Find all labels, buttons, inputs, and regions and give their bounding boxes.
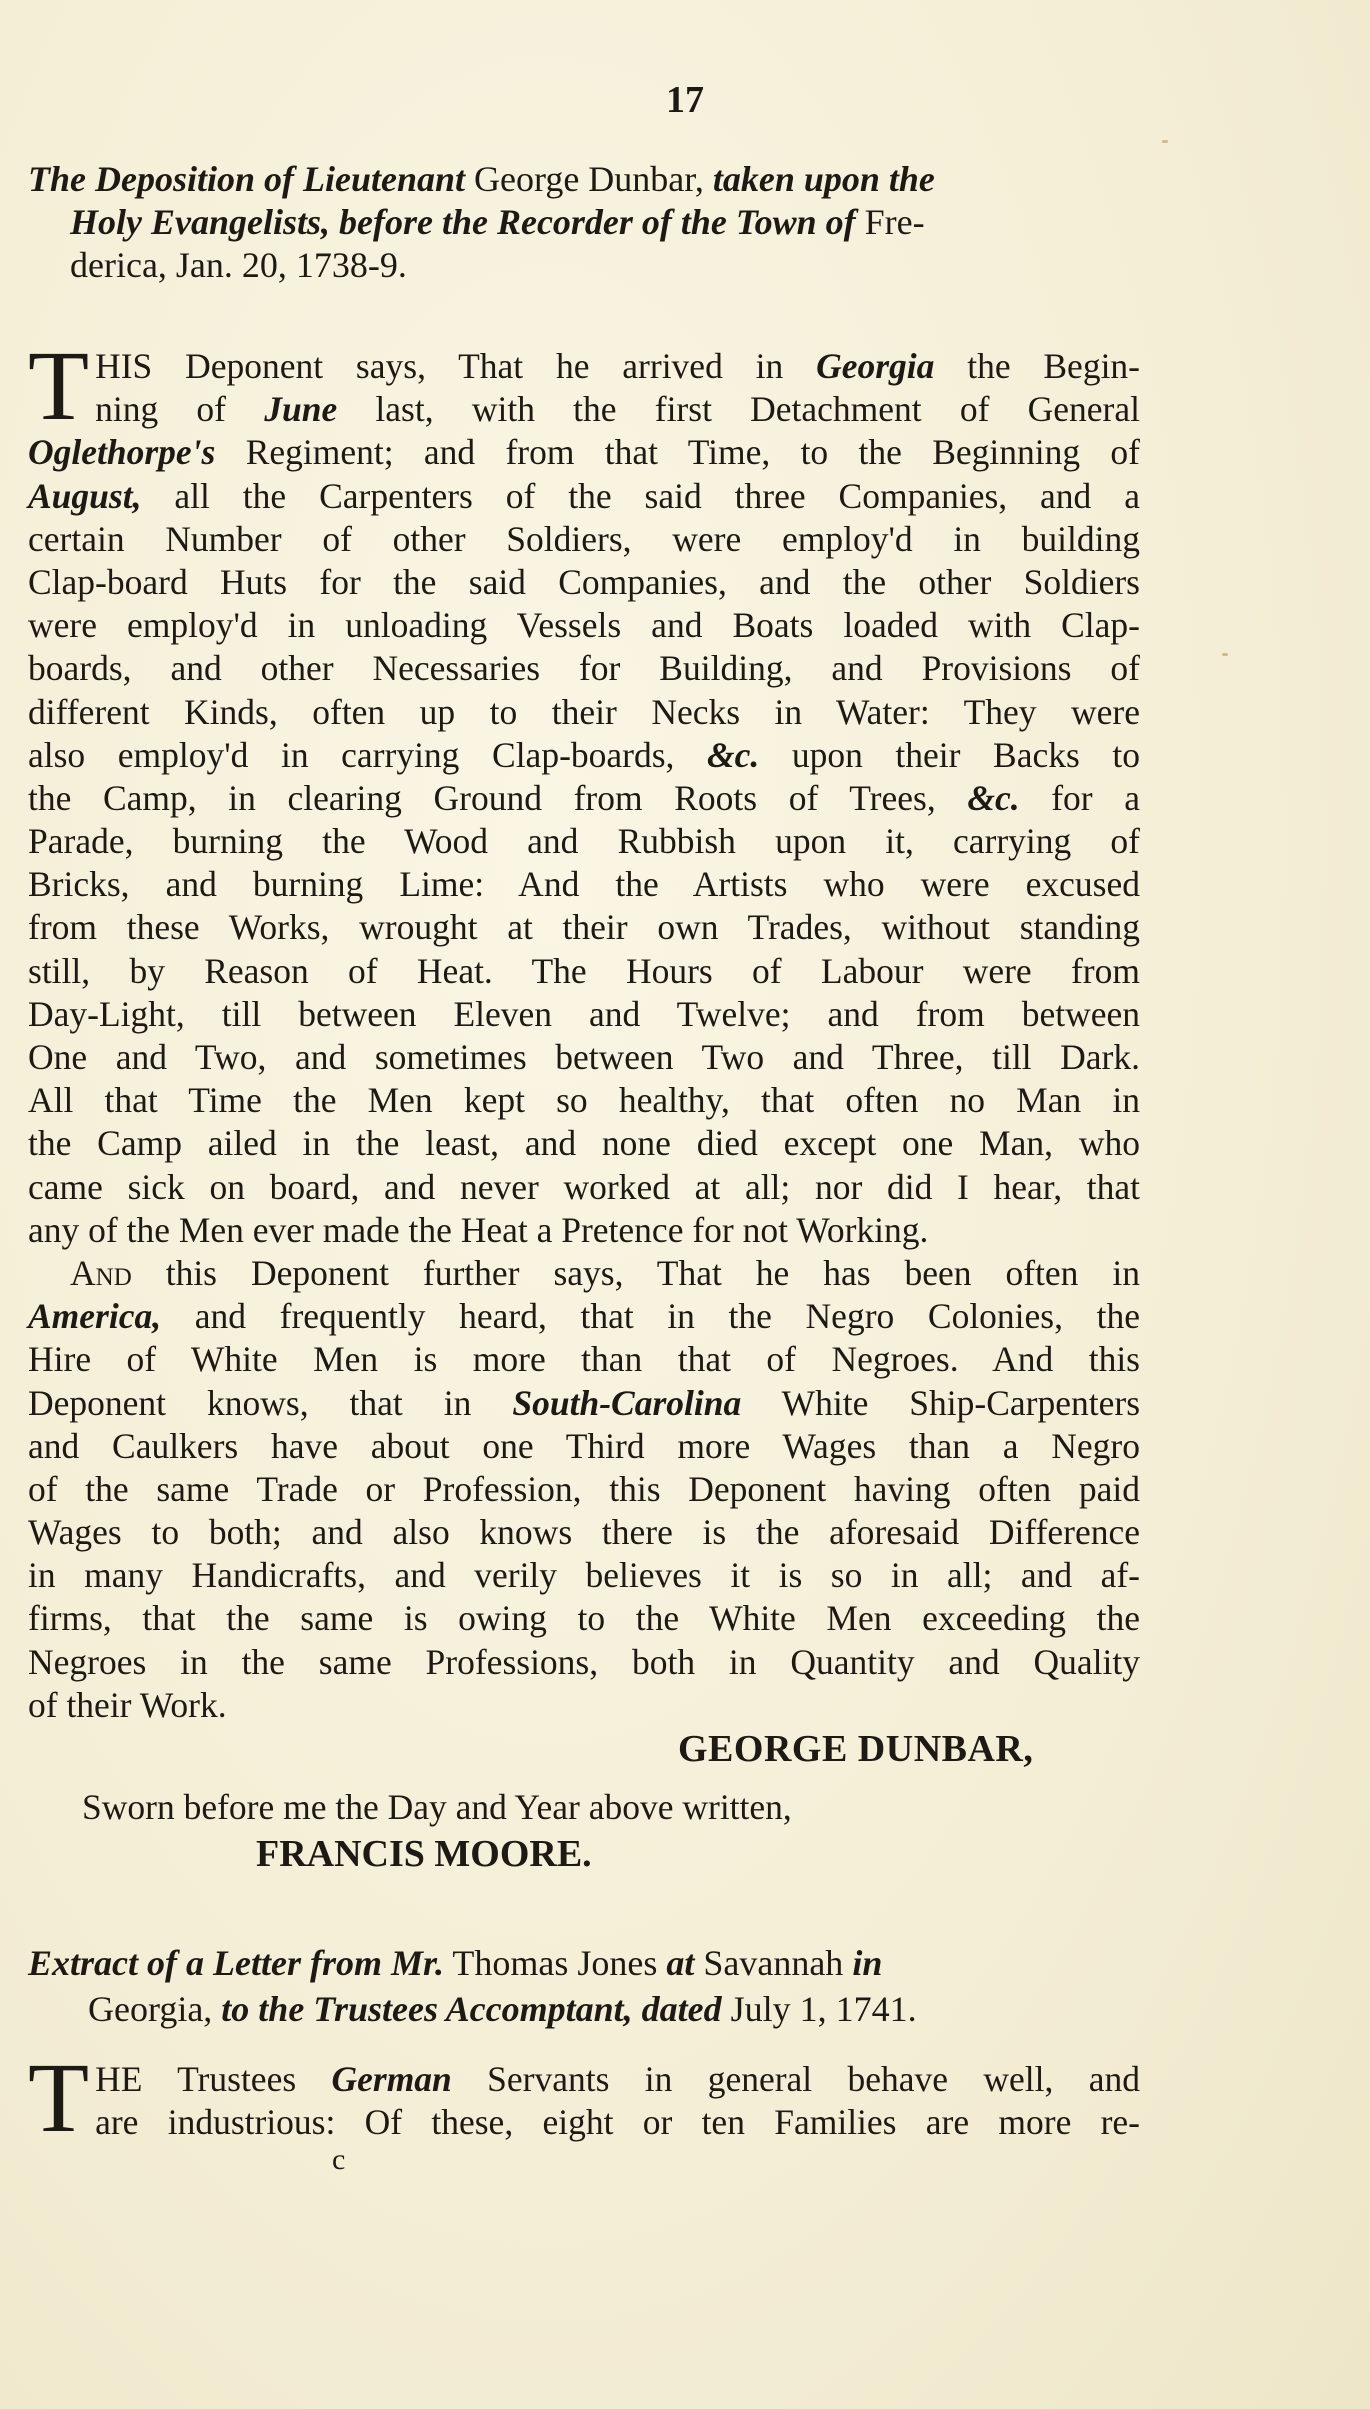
text-line: of their Work. — [28, 1684, 227, 1725]
text-line: were employ'd in unloading Vessels and Boats loaded with Clap- — [28, 605, 1140, 646]
text-line: and Caulkers have about one Third more Wages than a Negro — [28, 1425, 1140, 1466]
extract-line-2: are industrious: Of these, eight or ten Families are more re- — [95, 2102, 1140, 2143]
extract-heading-italic-2: to the Trustees Accomptant, dated — [221, 1989, 722, 2029]
extract-line-1: HE Trustees German Servants in general behave well, and — [95, 2059, 1140, 2099]
text-line: Parade, burning the Wood and Rubbish upon it, carrying of — [28, 821, 1140, 862]
signature-dunbar: GEORGE DUNBAR, — [678, 1728, 1034, 1770]
text-line: still, by Reason of Heat. The Hours of Labour were from — [28, 950, 1140, 991]
text-line: also employ'd in carrying Clap-boards, &c. upon their Backs to — [28, 734, 1140, 775]
text-line: Wages to both; and also knows there is the aforesaid Difference — [28, 1512, 1140, 1553]
heading-line-3: derica, Jan. 20, 1738-9. — [70, 245, 407, 285]
small-caps-word: And — [70, 1252, 132, 1293]
text-line: America, and frequently heard, that in the Negro Colonies, the — [28, 1296, 1140, 1337]
text-line: August, all the Carpenters of the said three Companies, and a — [28, 475, 1140, 516]
deposition-heading — [28, 158, 1140, 287]
text-line: boards, and other Necessaries for Building, and Provisions of — [28, 648, 1140, 689]
text-line: Oglethorpe's Regiment; and from that Time, to the Beginning of — [28, 432, 1140, 473]
deposition-body — [28, 330, 1141, 1727]
text-line: any of the Men ever made the Heat a Pretence for not Working. — [28, 1209, 929, 1250]
text-line: came sick on board, and never worked at all; nor did I hear, that — [28, 1166, 1140, 1207]
text-line: Deponent knows, that in South-Carolina White Ship-Carpenters — [28, 1382, 1141, 1423]
paper-speck — [1162, 140, 1168, 143]
text-line: the Camp, in clearing Ground from Roots of Trees, &c. for a — [28, 777, 1140, 818]
text-line: Day-Light, till between Eleven and Twelve; and from between — [28, 993, 1140, 1034]
text-line: of the same Trade or Profession, this Deponent having often paid — [28, 1468, 1140, 1509]
text-line: Bricks, and burning Lime: And the Artists who were excused — [28, 864, 1140, 905]
extract-heading-georgia: Georgia, — [88, 1989, 222, 2029]
text-line: firms, that the same is owing to the White Men exceeding the — [28, 1598, 1140, 1639]
text-line: from these Works, wrought at their own Trades, without standing — [28, 907, 1140, 948]
signature-moore: FRANCIS MOORE. — [256, 1833, 592, 1875]
extract-heading — [28, 1940, 1140, 2032]
text-line: All that Time the Men kept so healthy, that often no Man in — [28, 1080, 1140, 1121]
text-line: Hire of White Men is more than that of Negroes. And this — [28, 1339, 1140, 1380]
sworn-statement: Sworn before me the Day and Year above written, — [82, 1787, 792, 1827]
text-line: certain Number of other Soldiers, were employ'd in building — [28, 518, 1140, 559]
paper-speck — [1222, 653, 1228, 656]
text-line: ning of June last, with the first Detachment of General — [95, 389, 1140, 430]
heading-line-2-plain: Fre- — [855, 202, 925, 242]
extract-heading-at: at — [666, 1943, 695, 1983]
extract-heading-in: in — [852, 1943, 883, 1983]
heading-italic-part: The Deposition of Lieutenant — [28, 159, 466, 199]
text-line: And this Deponent further says, That he has been often in — [28, 1252, 1140, 1295]
drop-cap-2: T — [28, 2042, 90, 2153]
page-number: 17 — [666, 79, 704, 121]
extract-body — [28, 2042, 1140, 2153]
text-line: Negroes in the same Professions, both in Quantity and Quality — [28, 1641, 1140, 1682]
extract-heading-place: Savannah — [694, 1943, 853, 1983]
extract-heading-date: July 1, 1741. — [721, 1989, 917, 2029]
signature-mark: c — [332, 2143, 346, 2176]
extract-heading-italic: Extract of a Letter from Mr. — [28, 1943, 444, 1983]
extract-heading-name: Thomas Jones — [444, 1943, 667, 1983]
text-line: HIS Deponent says, That he arrived in Georgia the Begin- — [95, 346, 1141, 386]
text-line: One and Two, and sometimes between Two and Three, till Dark. — [28, 1037, 1140, 1077]
drop-cap: T — [28, 330, 90, 441]
heading-italic-part-2: taken upon the — [712, 159, 935, 199]
text-line: different Kinds, often up to their Necks in Water: They were — [28, 691, 1140, 732]
text-line: Clap-board Huts for the said Companies, and the other Soldiers — [28, 561, 1140, 602]
text-line: the Camp ailed in the least, and none died except one Man, who — [28, 1123, 1140, 1164]
heading-name: George Dunbar, — [465, 159, 713, 199]
heading-line-2-italic: Holy Evangelists, before the Recorder of the Town of — [70, 202, 856, 242]
text-line: in many Handicrafts, and verily believes it is so in all; and af- — [28, 1555, 1140, 1596]
